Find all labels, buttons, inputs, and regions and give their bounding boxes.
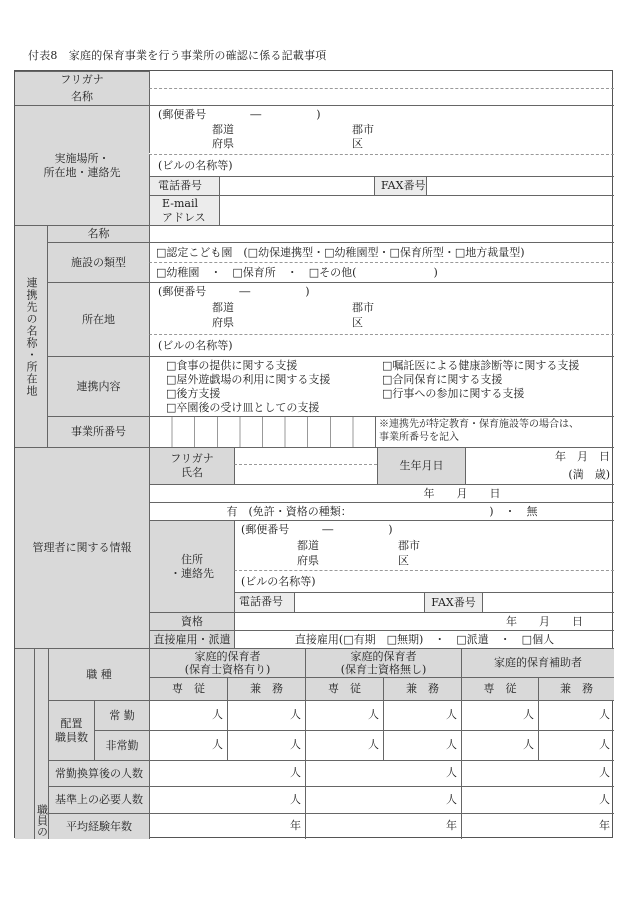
email-label (149, 195, 219, 225)
manager-fax-field[interactable] (482, 592, 614, 612)
required-label: 基準上の必要人数 (48, 786, 149, 813)
manager-tel-field[interactable] (294, 592, 424, 612)
col1-part-header: 兼 務 (227, 677, 305, 700)
manager-date-row[interactable]: 年 月 日 (149, 484, 614, 502)
regular-col3-part[interactable]: 人 (538, 700, 614, 730)
content-outdoor-support[interactable]: □屋外遊戯場の利用に関する支援 (166, 373, 331, 386)
manager-name-label (149, 447, 234, 484)
birth-date-field[interactable] (465, 447, 614, 484)
manager-label: 管理者に関する情報 (15, 447, 149, 648)
partner-side-text: 連携先の名称・所在地 (25, 276, 38, 397)
manager-address-line2: ・連絡先 (170, 566, 214, 580)
nonregular-col3-part[interactable]: 人 (538, 730, 614, 760)
partner-name-field[interactable] (149, 225, 614, 242)
name-field[interactable] (149, 88, 614, 105)
postal-code: (郵便番号 ― ) (158, 108, 321, 121)
col2-full-header: 専 従 (305, 677, 383, 700)
col1-full-header: 専 従 (149, 677, 227, 700)
fte-col2[interactable]: 人 (305, 760, 461, 786)
nonregular-col2-part[interactable]: 人 (383, 730, 461, 760)
content-graduate-support[interactable]: □卒園後の受け皿としての支援 (166, 401, 320, 414)
nonregular-col3-full[interactable]: 人 (461, 730, 538, 760)
building-label: (ビルの名称等) (158, 159, 233, 172)
qualification-date[interactable]: 年 月 日 (234, 612, 614, 630)
employment-options[interactable]: 直接雇用(□有期 □無期) ・ □派遣 ・ □個人 (234, 630, 614, 648)
office-note-line2: 事業所番号を記入 (379, 432, 459, 443)
nonregular-label: 非常勤 (94, 730, 149, 760)
partner-address-label: 所在地 (47, 282, 149, 356)
col-unqualified-header: 家庭的保育者 (保育士資格無し) (305, 648, 461, 677)
partner-address-field[interactable] (149, 282, 614, 334)
regular-label: 常 勤 (94, 700, 149, 730)
regular-col3-full[interactable]: 人 (461, 700, 538, 730)
qualification-label: 資格 (149, 612, 234, 630)
tel-label: 電話番号 (149, 176, 219, 195)
content-joint-care-support[interactable]: □合同保育に関する支援 (382, 373, 503, 386)
col-qualified-header: 家庭的保育者 (保育士資格有り) (149, 648, 305, 677)
building-field[interactable] (149, 154, 614, 176)
furigana-label: フリガナ (15, 71, 149, 88)
partner-city-top: 郡市 (352, 301, 374, 314)
facility-type-line1[interactable]: □認定こども園 (□幼保連携型・□幼稚園型・□保育所型・□地方裁量型) (149, 242, 614, 262)
facility-type-line2[interactable]: □幼稚園 ・ □保育所 ・ □その他( ) (149, 262, 614, 282)
manager-building-field[interactable] (234, 570, 614, 592)
nonregular-col1-part[interactable]: 人 (227, 730, 305, 760)
manager-city-top: 郡市 (398, 539, 420, 552)
office-note-line1: ※連携先が特定教育・保育施設等の場合は、 (379, 419, 579, 430)
manager-address-field[interactable] (234, 520, 614, 570)
content-left-list (166, 359, 330, 415)
experience-col1[interactable]: 年 (149, 813, 305, 839)
prefecture-bottom: 府県 (212, 137, 234, 150)
furigana-field[interactable] (149, 71, 614, 88)
staff-side-label (34, 648, 48, 839)
email-label-line2: アドレス (162, 211, 206, 224)
office-number-note (375, 416, 614, 447)
partner-name-label: 名称 (47, 225, 149, 242)
content-doctor-support[interactable]: □嘱託医による健康診断等に関する支援 (382, 359, 580, 372)
content-meal-support[interactable]: □食事の提供に関する支援 (166, 359, 298, 372)
regular-col2-part[interactable]: 人 (383, 700, 461, 730)
email-field[interactable] (219, 195, 614, 225)
manager-prefecture-bottom: 府県 (297, 554, 319, 567)
col-assistant-header: 家庭的保育補助者 (461, 648, 614, 677)
fax-label: FAX番号 (374, 176, 426, 195)
required-col3[interactable]: 人 (461, 786, 614, 813)
regular-col1-part[interactable]: 人 (227, 700, 305, 730)
nonregular-col2-full[interactable]: 人 (305, 730, 383, 760)
registration-form (14, 70, 613, 838)
location-address-field[interactable] (149, 105, 614, 153)
partner-building-field[interactable] (149, 334, 614, 356)
content-label: 連携内容 (47, 356, 149, 416)
name-label: 名称 (15, 88, 149, 105)
manager-tel-label: 電話番号 (234, 592, 294, 612)
office-number-label: 事業所番号 (47, 416, 149, 447)
prefecture-top: 都道 (212, 123, 234, 136)
col2-part-header: 兼 務 (383, 677, 461, 700)
placement-label: 配置 職員数 (48, 700, 94, 760)
manager-name-text: 氏名 (181, 466, 203, 479)
partner-city-bottom: 区 (352, 316, 363, 329)
experience-col3[interactable]: 年 (461, 813, 614, 839)
regular-col2-full[interactable]: 人 (305, 700, 383, 730)
staff-outer-strip (15, 648, 34, 839)
manager-postal: (郵便番号 ― ) (241, 523, 393, 536)
regular-col1-full[interactable]: 人 (149, 700, 227, 730)
city-bottom: 区 (352, 137, 363, 150)
content-backup-support[interactable]: □後方支援 (166, 387, 221, 400)
content-right-list (382, 359, 579, 401)
manager-furigana-field[interactable] (234, 447, 377, 464)
facility-type-label: 施設の類型 (47, 242, 149, 282)
fte-col1[interactable]: 人 (149, 760, 305, 786)
partner-prefecture-top: 都道 (212, 301, 234, 314)
manager-building-label: (ビルの名称等) (241, 575, 316, 588)
location-label: 実施場所・ 所在地・連絡先 (15, 105, 149, 225)
staff-side-text: 職員の (35, 804, 49, 837)
fte-col3[interactable]: 人 (461, 760, 614, 786)
fax-field[interactable] (426, 176, 614, 195)
license-row[interactable]: 有 (免許・資格の種類： ) ・ 無 (149, 502, 614, 520)
partner-prefecture-bottom: 府県 (212, 316, 234, 329)
office-number-boxes[interactable] (149, 416, 375, 447)
birth-date-value: 年 月 日 (555, 450, 610, 463)
manager-prefecture-top: 都道 (297, 539, 319, 552)
nonregular-col1-full[interactable]: 人 (149, 730, 227, 760)
form-title: 付表8 家庭的保育事業を行う事業所の確認に係る記載事項 (28, 49, 327, 62)
manager-furigana-label: フリガナ (170, 452, 214, 465)
manager-fax-label: FAX番号 (424, 592, 482, 612)
col3-full-header: 専 従 (461, 677, 538, 700)
fte-label: 常勤換算後の人数 (48, 760, 149, 786)
job-type-label: 職 種 (48, 648, 149, 700)
col3-part-header: 兼 務 (538, 677, 614, 700)
manager-address-label (149, 520, 234, 612)
city-top: 郡市 (352, 123, 374, 136)
manager-city-bottom: 区 (398, 554, 409, 567)
partner-side-label (15, 225, 47, 447)
birth-date-label: 生年月日 (377, 447, 465, 484)
experience-col2[interactable]: 年 (305, 813, 461, 839)
required-col2[interactable]: 人 (305, 786, 461, 813)
experience-label: 平均経験年数 (48, 813, 149, 839)
email-label-line1: E-mail (162, 197, 198, 210)
manager-name-field[interactable] (234, 464, 377, 484)
tel-field[interactable] (219, 176, 374, 195)
content-event-support[interactable]: □行事への参加に関する支援 (382, 387, 525, 400)
required-col1[interactable]: 人 (149, 786, 305, 813)
employment-label: 直接雇用・派遣 (149, 630, 234, 648)
partner-building-label: (ビルの名称等) (158, 339, 233, 352)
partner-postal: (郵便番号 ― ) (158, 285, 310, 298)
content-field[interactable] (149, 356, 614, 416)
birth-age-value: (満 歳) (568, 468, 610, 481)
manager-address-line1: 住所 (181, 552, 203, 566)
